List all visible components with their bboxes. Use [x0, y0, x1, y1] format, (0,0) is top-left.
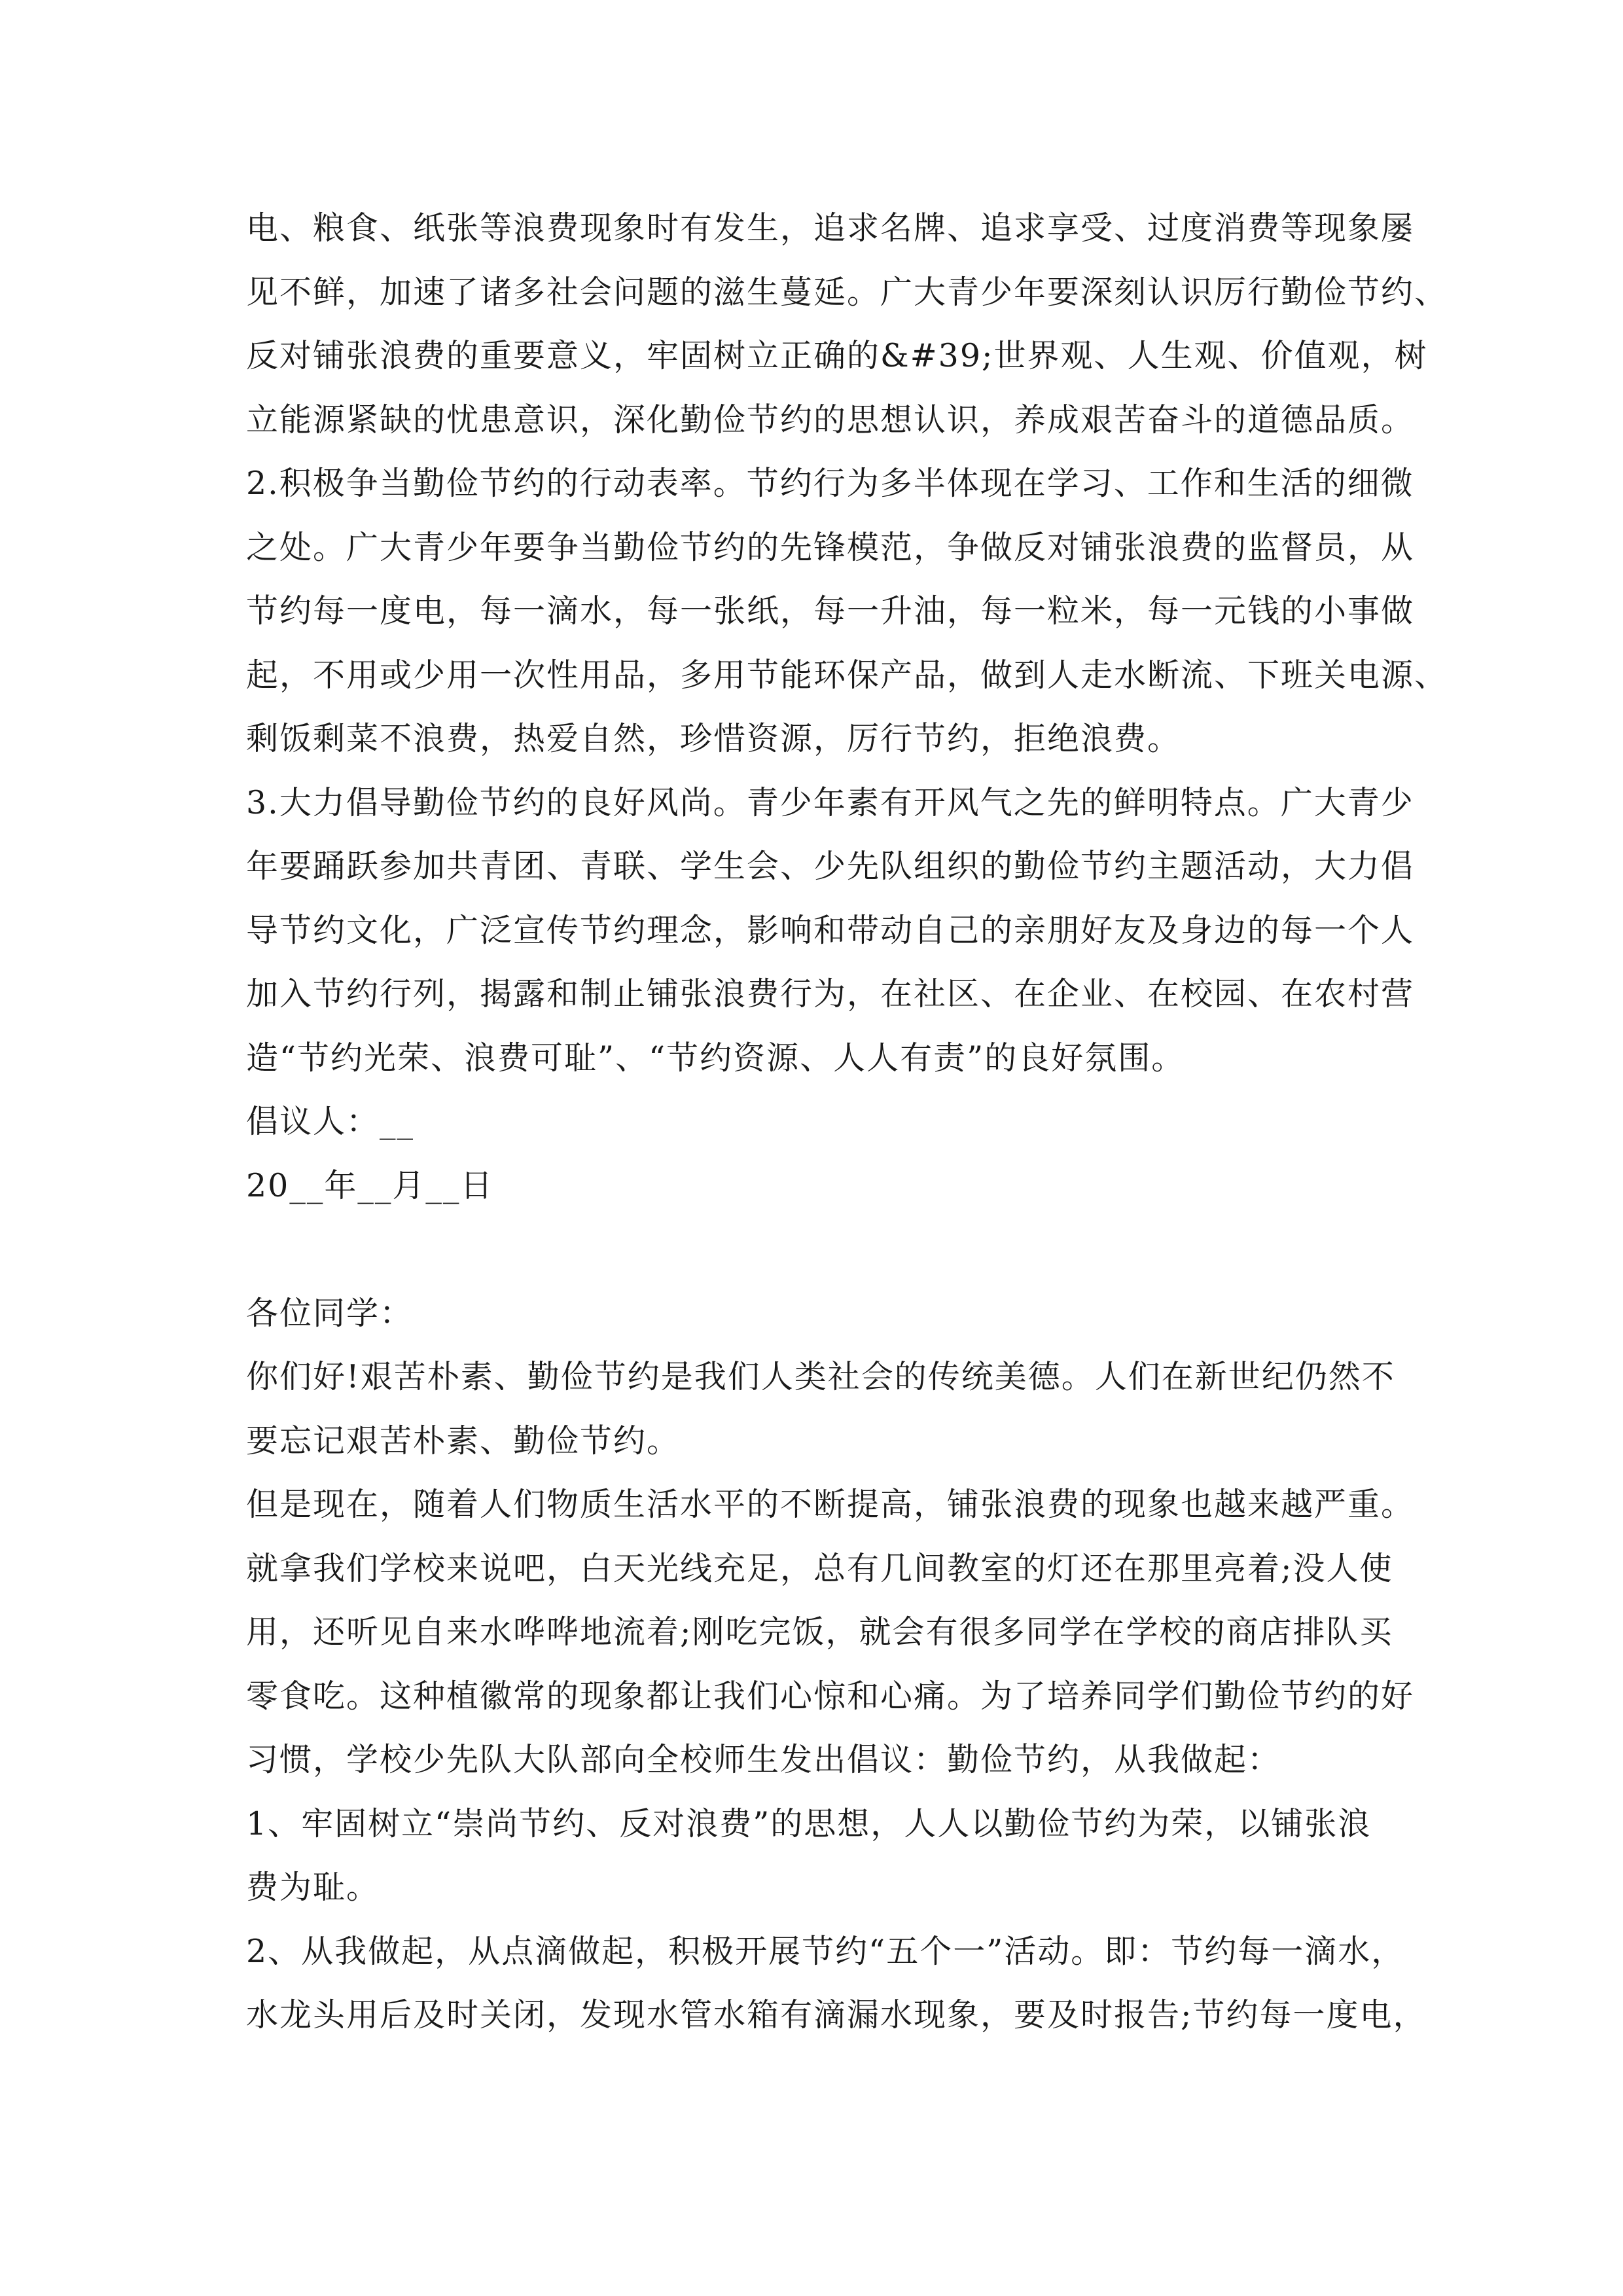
text-line: 之处。广大青少年要争当勤俭节约的先锋模范，争做反对铺张浪费的监督员，从	[246, 528, 1415, 566]
text-line: 零食吃。这种植徽常的现象都让我们心惊和心痛。为了培养同学们勤俭节约的好	[246, 1677, 1415, 1715]
text-line: 见不鲜，加速了诸多社会问题的滋生蔓延。广大青少年要深刻认识厉行勤俭节约、	[246, 273, 1448, 311]
text-line: 起，不用或少用一次性用品，多用节能环保产品，做到人走水断流、下班关电源、	[246, 656, 1448, 694]
text-line: 就拿我们学校来说吧，白天光线充足，总有几间教室的灯还在那里亮着;没人使	[246, 1549, 1393, 1587]
text-line: 水龙头用后及时关闭，发现水管水箱有滴漏水现象，要及时报告;节约每一度电，	[246, 1996, 1427, 2034]
text-line: 反对铺张浪费的重要意义，牢固树立正确的&#39;世界观、人生观、价值观，树	[246, 337, 1428, 374]
text-line: 2、从我做起，从点滴做起，积极开展节约“五个一”活动。即：节约每一滴水，	[246, 1932, 1405, 1970]
text-line: 2.积极争当勤俭节约的行动表率。节约行为多半体现在学习、工作和生活的细微	[246, 465, 1414, 502]
section-spacer	[246, 1217, 1411, 1282]
text-line: 节约每一度电，每一滴水，每一张纸，每一升油，每一粒米，每一元钱的小事做	[246, 592, 1415, 630]
text-line: 但是现在，随着人们物质生活水平的不断提高，铺张浪费的现象也越来越严重。	[246, 1486, 1415, 1523]
document-body	[246, 196, 1448, 2047]
text-line: 导节约文化，广泛宣传节约理念，影响和带动自己的亲朋好友及身边的每一个人	[246, 911, 1415, 949]
text-line: 电、粮食、纸张等浪费现象时有发生，追求名牌、追求享受、过度消费等现象屡	[246, 209, 1415, 247]
text-line: 3.大力倡导勤俭节约的良好风尚。青少年素有开风气之先的鲜明特点。广大青少	[246, 783, 1414, 821]
text-line: 立能源紧缺的忧患意识，深化勤俭节约的思想认识，养成艰苦奋斗的道德品质。	[246, 401, 1415, 439]
signature-line: 倡议人：__	[246, 1103, 415, 1140]
text-line: 造“节约光荣、浪费可耻”、“节约资源、人人有责”的良好氛围。	[246, 1039, 1185, 1077]
text-line: 费为耻。	[246, 1869, 380, 1906]
date-line: 20__年__月__日	[246, 1166, 494, 1204]
text-line: 习惯，学校少先队大队部向全校师生发出倡议：勤俭节约，从我做起：	[246, 1741, 1281, 1778]
text-line: 要忘记艰苦朴素、勤俭节约。	[246, 1422, 681, 1460]
salutation: 各位同学：	[246, 1294, 414, 1332]
text-line: 剩饭剩菜不浪费，热爱自然，珍惜资源，厉行节约，拒绝浪费。	[246, 720, 1181, 757]
text-line: 加入节约行列，揭露和制止铺张浪费行为，在社区、在企业、在校园、在农村营	[246, 975, 1415, 1013]
text-line: 年要踊跃参加共青团、青联、学生会、少先队组织的勤俭节约主题活动，大力倡	[246, 848, 1415, 885]
text-line: 1、牢固树立“崇尚节约、反对浪费”的思想，人人以勤俭节约为荣，以铺张浪	[246, 1804, 1372, 1842]
text-line: 用，还听见自来水哗哗地流着;刚吃完饭，就会有很多同学在学校的商店排队买	[246, 1613, 1393, 1651]
text-line: 你们好!艰苦朴素、勤俭节约是我们人类社会的传统美德。人们在新世纪仍然不	[246, 1358, 1395, 1395]
